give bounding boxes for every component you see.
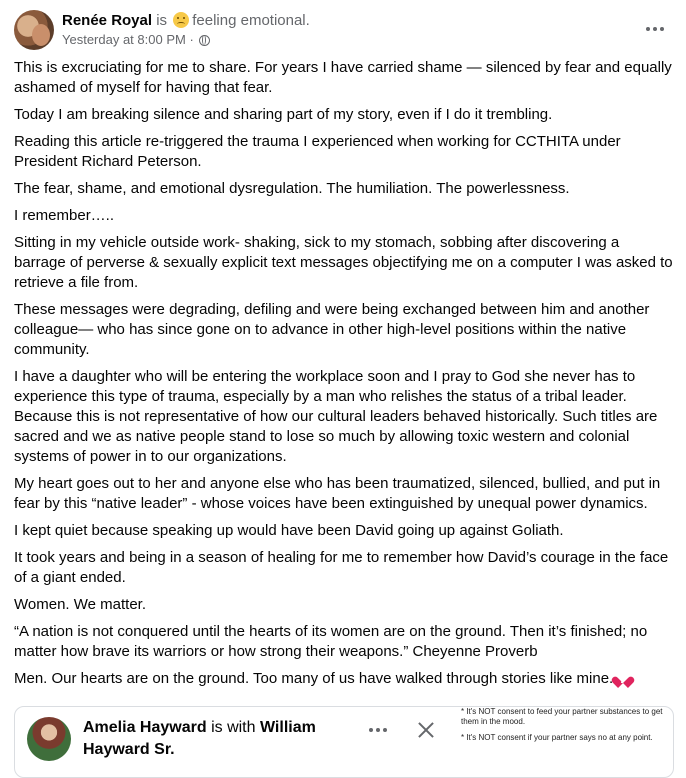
author-name[interactable]: Renée Royal (62, 12, 153, 29)
shared-author-name[interactable]: Amelia Hayward (83, 719, 207, 736)
post-paragraph: Reading this article re-triggered the trauma I experienced when working for CCTHITA under President Richard Peterson. (14, 133, 621, 170)
post-timestamp[interactable]: Yesterday at 8:00 PM (62, 32, 186, 47)
sad-face-icon (173, 12, 189, 28)
shared-image-line: * It's NOT consent if your partner says no at any point. (461, 733, 653, 742)
shared-image[interactable] (461, 707, 667, 749)
more-options-icon[interactable] (644, 18, 666, 40)
author-avatar[interactable] (14, 10, 54, 50)
post-paragraph: Today I am breaking silence and sharing part of my story, even if I do it trembling. (14, 106, 553, 123)
shared-post-card[interactable] (14, 706, 674, 778)
close-icon[interactable] (415, 719, 437, 741)
post-paragraph: I kept quiet because speaking up would have been David going up against Goliath. (14, 522, 564, 539)
post-paragraph: These messages were degrading, defiling and were being exchanged between him and another colleague— who has since gone on to advance in other high-level positions within the native community. (14, 301, 650, 358)
post-paragraph: Sitting in my vehicle outside work- shaking, sick to my stomach, sobbing after discovering a barrage of perverse & sexually explicit text messages objectifying me on a computer I was asked to retrieve a file from. (14, 234, 673, 291)
shared-post-title (83, 717, 353, 761)
globe-icon[interactable] (199, 35, 210, 46)
post-paragraph: This is excruciating for me to share. For years I have carried shame — silenced by fear and equally ashamed of myself for having that fear. (14, 59, 672, 96)
author-line (62, 12, 310, 29)
shared-more-options-icon[interactable] (367, 723, 389, 737)
post-paragraph: The fear, shame, and emotional dysregulation. The humiliation. The powerlessness. (14, 180, 570, 197)
shared-author-avatar[interactable] (27, 717, 71, 761)
broken-heart-icon (616, 672, 630, 684)
feeling-text: feeling emotional. (192, 12, 310, 29)
meta-separator: · (189, 32, 194, 47)
with-word: is with (211, 719, 256, 736)
post-paragraph: My heart goes out to her and anyone else who has been traumatized, silenced, bullied, and put in fear by this “native leader” - whose voices have been extinguished by unequal power dynamics. (14, 475, 661, 512)
post-meta (62, 32, 210, 47)
shared-image-line: * It's NOT consent to feed your partner substances to get them in the mood. (461, 707, 663, 726)
tagged-person-name[interactable]: William Hayward Sr. (83, 719, 316, 758)
post-header (14, 10, 672, 52)
post-paragraph: It took years and being in a season of healing for me to remember how David’s courage in the face of a giant ended. (14, 549, 669, 586)
is-word: is (156, 12, 168, 29)
post-paragraph: Women. We matter. (14, 596, 146, 613)
post-paragraph: “A nation is not conquered until the hearts of its women are on the ground. Then it’s finished; no matter how brave its warriors or how strong their weapons.” Cheyenne Proverb (14, 623, 648, 660)
post-paragraph-last (14, 669, 674, 689)
post-paragraph-text: Men. Our hearts are on the ground. Too many of us have walked through stories like mine. (14, 670, 614, 687)
post-body (14, 58, 674, 696)
post-paragraph: I remember….. (14, 207, 115, 224)
post-paragraph: I have a daughter who will be entering the workplace soon and I pray to God she never has to experience this type of trauma, especially by a man who relishes the status of a tribal leader. Because this is not representative of how our cultural leaders behaved historically. Such titles are sacred and we as native people stand to lose so much by allowing toxic western and colonial systems of power in to our organizations. (14, 368, 658, 465)
